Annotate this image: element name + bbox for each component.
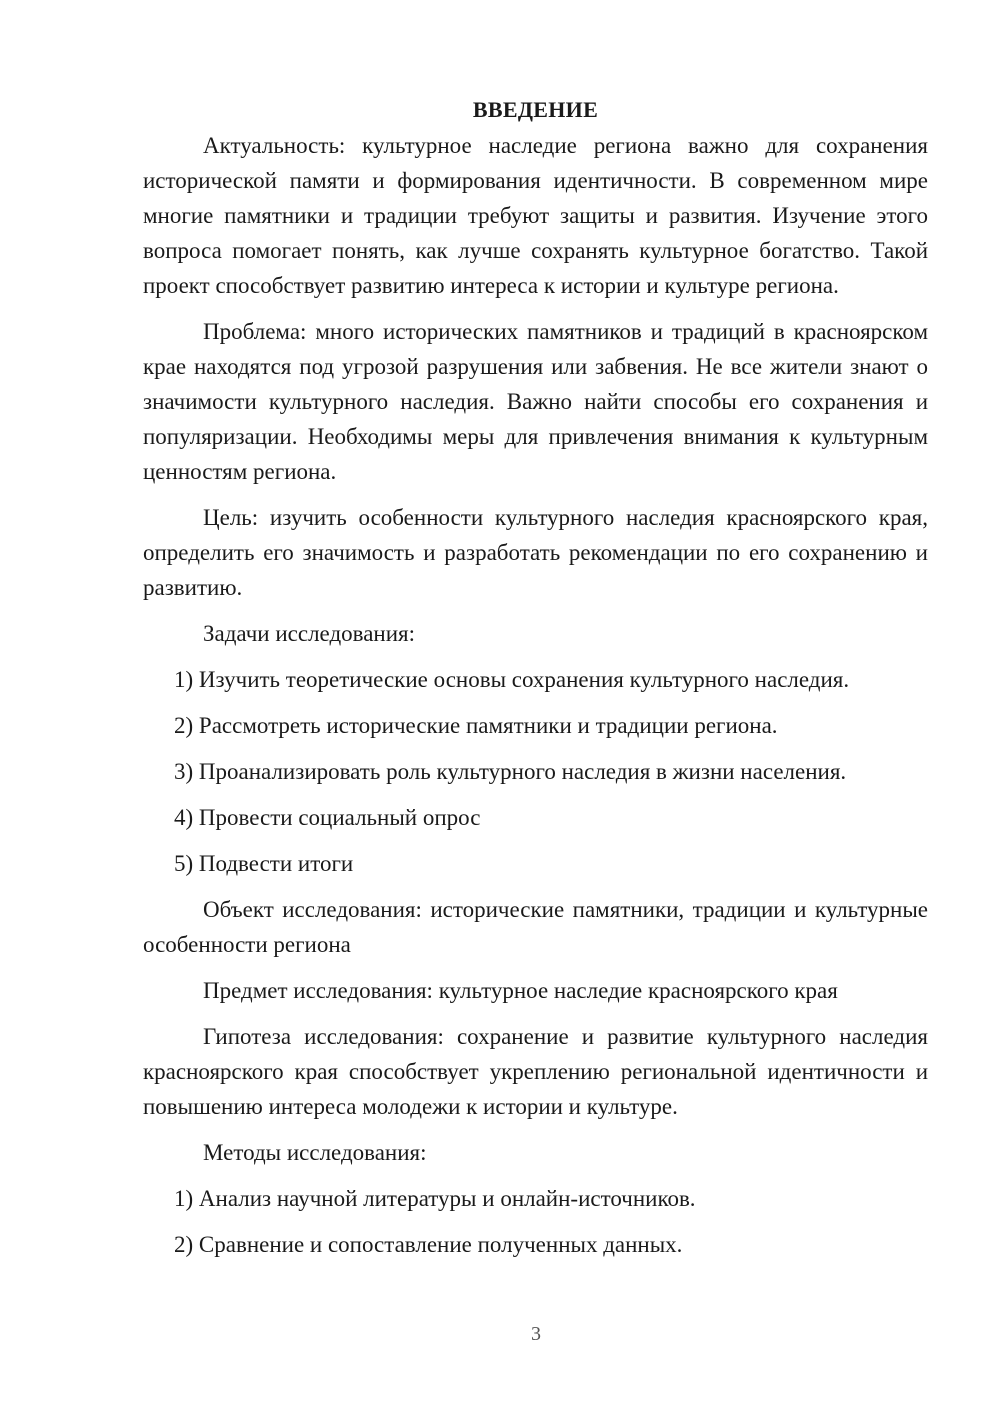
tasks-list bbox=[143, 662, 928, 881]
methods-heading: Методы исследования: bbox=[203, 1140, 427, 1165]
page-title: ВВЕДЕНИЕ bbox=[472, 97, 599, 122]
object-paragraph: Объект исследования: исторические памятники, традиции и культурные особенности региона bbox=[143, 897, 928, 957]
list-item: 1) Изучить теоретические основы сохранения культурного наследия. bbox=[174, 667, 850, 692]
problem-paragraph: Проблема: много исторических памятников и традиций в красноярском крае находятся под угрозой разрушения или забвения. Не все жители знают о значимости культурного наследия. Важно найти способы его сохранения и популяризации. Необходимы меры для привлечения внимания к культурным ценностям региона. bbox=[143, 319, 928, 484]
list-item: 3) Проанализировать роль культурного наследия в жизни населения. bbox=[174, 759, 847, 784]
subject-paragraph: Предмет исследования: культурное наследие красноярского края bbox=[203, 978, 838, 1003]
list-item: 4) Провести социальный опрос bbox=[174, 805, 481, 830]
page-number: 3 bbox=[531, 1323, 541, 1345]
relevance-paragraph: Актуальность: культурное наследие региона важно для сохранения исторической памяти и формирования идентичности. В современном мире многие памятники и традиции требуют защиты и развития. Изучение этого вопроса помогает понять, как лучше сохранять культурное богатство. Такой проект способствует развитию интереса к истории и культуре региона. bbox=[143, 133, 928, 298]
list-item: 2) Сравнение и сопоставление полученных данных. bbox=[174, 1232, 683, 1257]
methods-list bbox=[143, 1181, 928, 1262]
tasks-heading: Задачи исследования: bbox=[203, 621, 416, 646]
hypothesis-paragraph: Гипотеза исследования: сохранение и развитие культурного наследия красноярского края способствует укреплению региональной идентичности и повышению интереса молодежи к истории и культуре. bbox=[143, 1024, 928, 1119]
goal-paragraph: Цель: изучить особенности культурного наследия красноярского края, определить его значимость и разработать рекомендации по его сохранению и развитию. bbox=[143, 505, 928, 600]
list-item: 2) Рассмотреть исторические памятники и традиции региона. bbox=[174, 713, 778, 738]
list-item: 5) Подвести итоги bbox=[174, 851, 354, 876]
page-content bbox=[143, 92, 928, 1273]
list-item: 1) Анализ научной литературы и онлайн-источников. bbox=[174, 1186, 696, 1211]
